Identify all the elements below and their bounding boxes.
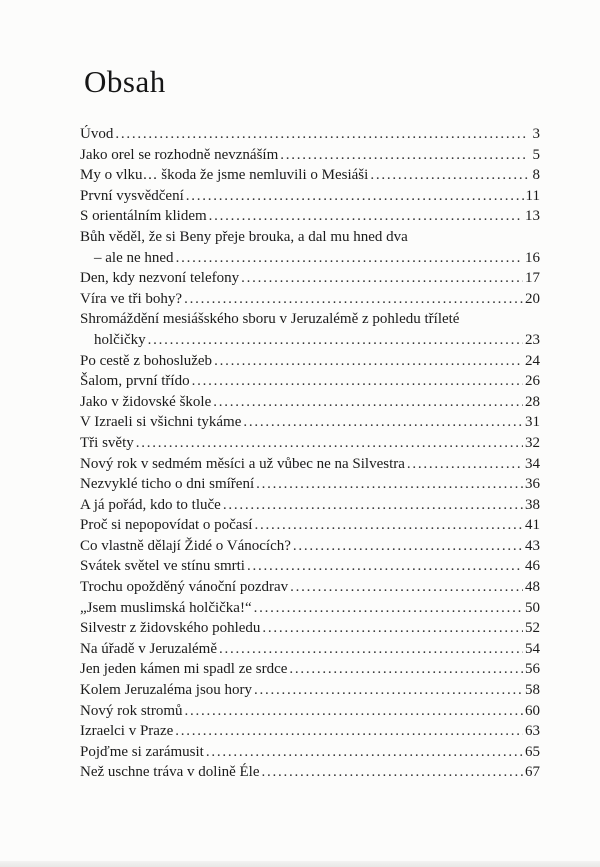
page-edge <box>0 861 600 867</box>
toc-entry-page-number: 32 <box>525 434 540 451</box>
toc-entry-page-number: 67 <box>525 764 540 781</box>
dot-leader <box>262 762 523 783</box>
toc-entry[interactable] <box>80 474 540 495</box>
toc-entry-title: Nezvyklé ticho o dni smíření <box>80 476 255 493</box>
toc-entry[interactable] <box>80 762 540 783</box>
toc-entry-title: Trochu opožděný vánoční pozdrav <box>80 579 289 596</box>
toc-entry-title: V Izraeli si všichni tykáme <box>80 414 242 431</box>
toc-entry[interactable] <box>80 392 540 413</box>
toc-entry[interactable] <box>80 577 540 598</box>
dot-leader <box>206 742 523 763</box>
toc-entry[interactable] <box>80 124 540 145</box>
toc-entry[interactable] <box>80 206 540 227</box>
dot-leader <box>254 680 523 701</box>
toc-entry-title: Jen jeden kámen mi spadl ze srdce <box>80 661 288 678</box>
toc-entry-title: Nový rok v sedmém měsíci a už vůbec ne na Silvestra <box>80 455 405 472</box>
toc-entry-title: S orientálním klidem <box>80 208 207 225</box>
dot-leader <box>254 515 523 536</box>
toc-entry[interactable] <box>80 145 540 166</box>
dot-leader <box>290 577 523 598</box>
toc-entry-page-number: 28 <box>525 393 540 410</box>
toc-entry-title: – ale ne hned <box>94 249 174 266</box>
toc-entry-title: Jako orel se rozhodně nevznáším <box>80 146 279 163</box>
toc-entry-page-number: 48 <box>525 579 540 596</box>
toc-entry-title: Co vlastně dělají Židé o Vánocích? <box>80 537 291 554</box>
toc-entry-title: My o vlku… škoda že jsme nemluvili o Mesiáši <box>80 167 369 184</box>
toc-entry[interactable] <box>80 742 540 763</box>
toc-entry-title: Na úřadě v Jeruzalémě <box>80 640 218 657</box>
toc-entry-page-number: 56 <box>525 661 540 678</box>
toc-entry[interactable] <box>80 186 540 207</box>
dot-leader <box>293 536 523 557</box>
toc-entry-title: Kolem Jeruzaléma jsou hory <box>80 682 253 699</box>
dot-leader <box>115 124 528 145</box>
toc-entry-title: Nový rok stromů <box>80 702 183 719</box>
toc-entry-title: Svátek světel ve stínu smrti <box>80 558 245 575</box>
toc-entry-page-number: 8 <box>532 167 540 184</box>
dot-leader <box>136 433 523 454</box>
toc-entry[interactable] <box>80 165 540 186</box>
toc-entry-title: „Jsem muslimská holčička!“ <box>80 599 252 616</box>
toc-entry-page-number: 36 <box>525 476 540 493</box>
toc-entry-page-number: 26 <box>525 373 540 390</box>
toc-entry-page-number: 23 <box>525 331 540 348</box>
dot-leader <box>262 618 523 639</box>
toc-entry-title: Šalom, první třído <box>80 373 190 390</box>
toc-entry-title: Než uschne tráva v dolině Éle <box>80 764 260 781</box>
toc-entry-page-number: 60 <box>525 702 540 719</box>
dot-leader <box>370 165 528 186</box>
dot-leader <box>186 186 524 207</box>
dot-leader <box>214 351 523 372</box>
dot-leader <box>185 701 524 722</box>
toc-entry-page-number: 17 <box>525 270 540 287</box>
toc-entry-title: Den, kdy nezvoní telefony <box>80 270 240 287</box>
dot-leader <box>219 639 523 660</box>
dot-leader <box>243 412 523 433</box>
toc-entry[interactable] <box>80 268 540 289</box>
dot-leader <box>176 248 523 269</box>
toc-entry[interactable] <box>80 433 540 454</box>
dot-leader <box>175 721 523 742</box>
dot-leader <box>256 474 523 495</box>
toc-entry[interactable] <box>80 680 540 701</box>
toc-entry-page-number: 5 <box>532 146 540 163</box>
toc-entry-page-number: 52 <box>525 620 540 637</box>
toc-entry[interactable] <box>80 701 540 722</box>
toc-entry[interactable] <box>80 371 540 392</box>
toc-entry-page-number: 3 <box>532 126 540 142</box>
dot-leader <box>254 598 523 619</box>
toc-entry[interactable] <box>80 330 540 351</box>
dot-leader <box>241 268 523 289</box>
toc-entry[interactable] <box>80 721 540 742</box>
toc-entry[interactable] <box>80 618 540 639</box>
toc-entry-page-number: 16 <box>525 249 540 266</box>
toc-entry-page-number: 11 <box>525 187 540 204</box>
toc-entry-page-number: 34 <box>525 455 540 472</box>
toc-entry-title: Silvestr z židovského pohledu <box>80 620 261 637</box>
table-of-contents <box>80 124 540 783</box>
toc-entry-page-number: 31 <box>525 414 540 431</box>
toc-entry[interactable] <box>80 515 540 536</box>
dot-leader <box>184 289 523 310</box>
toc-entry-page-number: 65 <box>525 743 540 760</box>
toc-entry[interactable] <box>80 556 540 577</box>
toc-entry-page-number: 58 <box>525 682 540 699</box>
toc-entry-page-number: 13 <box>525 208 540 225</box>
toc-entry-title: Tři světy <box>80 434 134 451</box>
toc-entry-page-number: 54 <box>525 640 540 657</box>
toc-entry[interactable] <box>80 495 540 516</box>
toc-entry[interactable] <box>80 351 540 372</box>
toc-entry-page-number: 50 <box>525 599 540 616</box>
toc-entry-title: Úvod <box>80 126 114 142</box>
toc-entry-page-number: 43 <box>525 537 540 554</box>
toc-entry[interactable] <box>80 598 540 619</box>
toc-entry-title: Proč si nepopovídat o počasí <box>80 517 253 534</box>
dot-leader <box>209 206 523 227</box>
toc-entry[interactable] <box>80 248 540 269</box>
toc-entry[interactable] <box>80 536 540 557</box>
toc-entry-page-number: 20 <box>525 290 540 307</box>
toc-entry-page-number: 41 <box>525 517 540 534</box>
toc-entry-page-number: 63 <box>525 723 540 740</box>
toc-entry[interactable] <box>80 454 540 475</box>
page-title: Obsah <box>84 64 166 99</box>
toc-entry[interactable] <box>80 639 540 660</box>
dot-leader <box>407 454 523 475</box>
toc-entry-title: První vysvědčení <box>80 187 184 204</box>
toc-entry-title: Jako v židovské škole <box>80 393 212 410</box>
dot-leader <box>223 495 523 516</box>
toc-entry-title: holčičky <box>94 331 146 348</box>
toc-entry[interactable] <box>80 289 540 310</box>
toc-entry-first-line: Shromáždění mesiášského sboru v Jeruzalémě z pohledu tříleté <box>80 311 460 328</box>
toc-entry-page-number: 24 <box>525 352 540 369</box>
toc-entry-page-number: 46 <box>525 558 540 575</box>
dot-leader <box>280 145 528 166</box>
dot-leader <box>192 371 523 392</box>
dot-leader <box>289 659 523 680</box>
toc-entry[interactable] <box>80 659 540 680</box>
toc-entry-title: A já pořád, kdo to tluče <box>80 496 221 513</box>
toc-entry-title: Izraelci v Praze <box>80 723 174 740</box>
toc-entry-first-line: Bůh věděl, že si Beny přeje brouka, a dal mu hned dva <box>80 228 408 245</box>
dot-leader <box>148 330 523 351</box>
dot-leader <box>247 556 523 577</box>
toc-entry-page-number: 38 <box>525 496 540 513</box>
toc-entry-title: Víra ve tři bohy? <box>80 290 183 307</box>
toc-entry[interactable] <box>80 412 540 433</box>
dot-leader <box>213 392 523 413</box>
toc-entry-title: Pojďme si zarámusit <box>80 743 204 760</box>
toc-entry-title: Po cestě z bohoslužeb <box>80 352 213 369</box>
